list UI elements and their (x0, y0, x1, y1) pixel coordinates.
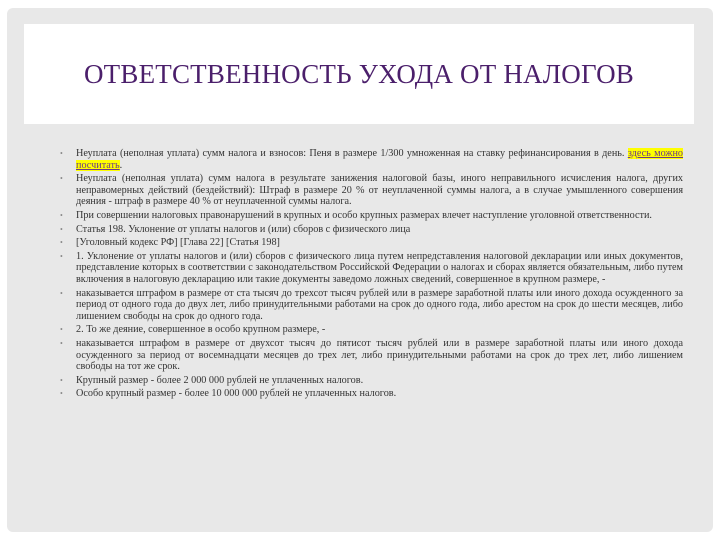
list-item-article-reference (59, 237, 683, 249)
list-item-text: 1. Уклонение от уплаты налогов и (или) сборов с физического лица путем непредставления налоговой декларации или иных документов, представление которых в соответствии с законодательством Российской Федерации о налогах и сборах является обязательным, либо путем включения в налоговую декларацию или такие документы заведомо ложных сведений, совершенное в крупном размере, - (76, 250, 683, 285)
title-box (24, 24, 694, 124)
list-item-penalty (59, 148, 683, 171)
bullet-icon: • (60, 338, 63, 348)
list-item-text: Статья 198. Уклонение от уплаты налогов и (или) сборов с физического лица (76, 223, 411, 235)
list-item-part-2 (59, 324, 683, 336)
list-item-text: 2. То же деяние, совершенное в особо крупном размере, - (76, 324, 326, 336)
slide-panel (7, 8, 713, 532)
bullet-icon: • (60, 238, 63, 248)
list-item-part-2-punishment (59, 338, 683, 373)
bullet-list (59, 148, 683, 402)
list-item-text: Неуплата (неполная уплата) сумм налога в результате занижения налоговой базы, иного неправильного исчисления налога, других неправомерных действий (бездействий): Штраф в размере 20 % от неуплаченной суммы налога, а в случае умышленного совершения деяния - штраф в размере 40 % от неуплаченной суммы налога. (76, 173, 683, 208)
calculate-link[interactable]: здесь можно посчитать (76, 148, 683, 171)
list-item-criminal-liability (59, 210, 683, 222)
bullet-icon: • (60, 288, 63, 298)
list-item-text-suffix: . (119, 159, 123, 171)
list-item-text: [Уголовный кодекс РФ] [Глава 22] [Статья 198] (76, 237, 280, 249)
bullet-icon: • (60, 389, 63, 399)
bullet-icon: • (60, 325, 63, 335)
bullet-icon: • (60, 375, 63, 385)
bullet-icon: • (60, 210, 63, 220)
list-item-text: наказывается штрафом в размере от двухсот тысяч до пятисот тысяч рублей или в размере заработной платы или иного дохода осужденного за период от восемнадцати месяцев до трех лет, либо принудительными работами на срок до трех лет, либо лишением свободы на тот же срок. (76, 337, 683, 373)
bullet-icon: • (60, 174, 63, 184)
list-item-text: Неуплата (неполная уплата) сумм налога и взносов: Пеня в размере 1/300 умноженная на ставку рефинансирования в день. (76, 148, 625, 159)
list-item-text: При совершении налоговых правонарушений в крупных и особо крупных размерах влечет наступление уголовной ответственности. (76, 209, 652, 221)
slide-title: ОТВЕТСТВЕННОСТЬ УХОДА ОТ НАЛОГОВ (83, 58, 635, 89)
list-item-article-title (59, 224, 683, 236)
list-item-text: наказывается штрафом в размере от ста тысяч до трехсот тысяч рублей или в размере заработной платы или иного дохода осужденного за период от одного года до двух лет, либо принудительными работами на срок до одного года, либо арестом на срок до шести месяцев, либо лишением свободы на срок до одного года. (76, 287, 683, 322)
list-item-part-1-punishment (59, 288, 683, 323)
list-item-text: Крупный размер - более 2 000 000 рублей не уплаченных налогов. (76, 374, 364, 386)
list-item-especially-large-amount (59, 388, 683, 400)
list-item-text: Особо крупный размер - более 10 000 000 рублей не уплаченных налогов. (76, 388, 397, 400)
bullet-icon: • (60, 149, 63, 158)
list-item-large-amount (59, 375, 683, 387)
list-item-part-1 (59, 251, 683, 286)
bullet-icon: • (60, 251, 63, 261)
list-item-fine (59, 173, 683, 208)
bullet-icon: • (60, 224, 63, 234)
